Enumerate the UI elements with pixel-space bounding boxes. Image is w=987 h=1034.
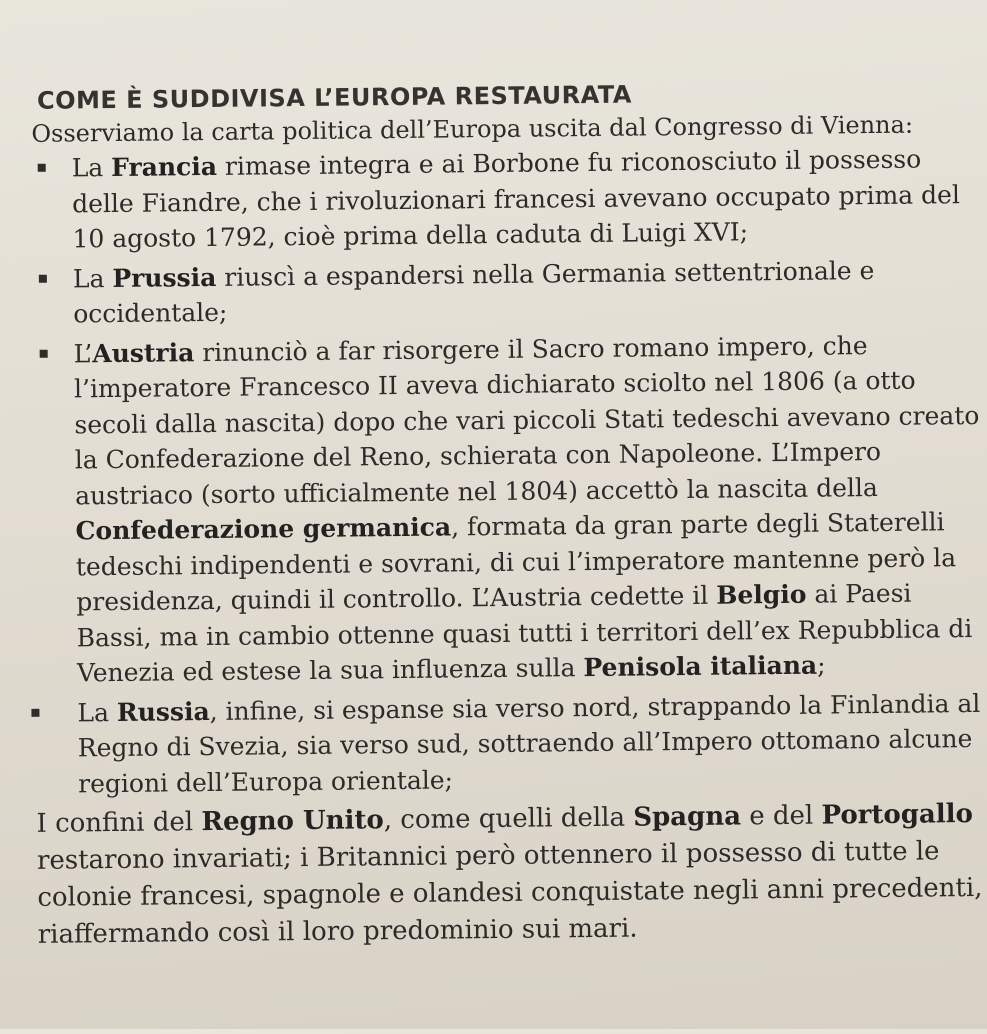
square-bullet-icon [40,349,48,357]
keyword-belgio: Belgio [716,579,807,610]
keyword-spagna: Spagna [633,801,742,833]
square-bullet-icon [38,164,46,172]
square-bullet-icon [31,708,39,716]
list-item-prussia: La Prussia riuscì a espandersi nella Germania settentrionale e occidentale; [29,251,981,332]
list-item-russia: La Russia, infine, si espanse sia verso nord, strappando la Finlandia al Regno di Svezia, sia verso sud, sottraendo all’Impero ottomano alcune regioni dell’Europa orientale; [33,685,985,801]
keyword-confederazione-germanica: Confederazione germanica [75,512,452,546]
closing-paragraph: I confini del Regno Unito, come quelli della Spagna e del Portogallo restarono invariati; i Britannici però ottennero il possesso di tutte le colonie francesi, spagnole e olandesi conquistate negli anni precedenti, riaffermando così il loro predominio sui mari. [36,799,983,950]
keyword-austria: Austria [92,337,195,368]
bullet-list [28,141,986,802]
keyword-francia: Francia [111,151,218,183]
keyword-regno-unito: Regno Unito [201,805,384,838]
keyword-portogallo: Portogallo [821,799,974,831]
square-bullet-icon [39,274,47,282]
intro-paragraph: Osserviamo la carta politica dell’Europa uscita dal Congresso di Vienna: [31,110,914,148]
keyword-prussia: Prussia [112,262,217,293]
list-item-francia: La Francia rimase integra e ai Borbone fu riconosciuto il possesso delle Fiandre, che i rivoluzionari francesi avevano occupato prima del 10 agosto 1792, cioè prima della caduta di Luigi XVI; [28,141,980,257]
section-heading: COME È SUDDIVISA L’EUROPA RESTAURATA [36,80,633,115]
list-item-austria: L’Austria rinunciò a far risorgere il Sacro romano impero, che l’imperatore Francesco II aveva dichiarato sciolto nel 1806 (a otto secoli dalla nascita) dopo che vari piccoli Stati tedeschi avevano creato la Confederazione del Reno, schierata con Napoleone. L’Impero austriaco (sorto ufficialmente nel 1804) accettò la nascita della Confederazione germanica, formata da gran parte degli Staterelli tedeschi indipendenti e sovrani, di cui l’imperatore mantenne però la presidenza, quindi il controllo. L’Austria cedette il Belgio ai Paesi Bassi, ma in cambio ottenne quasi tutti i territori dell’ex Repubblica di Venezia ed estese la sua influenza sulla Penisola italiana; [29,326,984,691]
keyword-penisola-italiana: Penisola italiana [583,650,818,683]
keyword-russia: Russia [116,696,210,727]
